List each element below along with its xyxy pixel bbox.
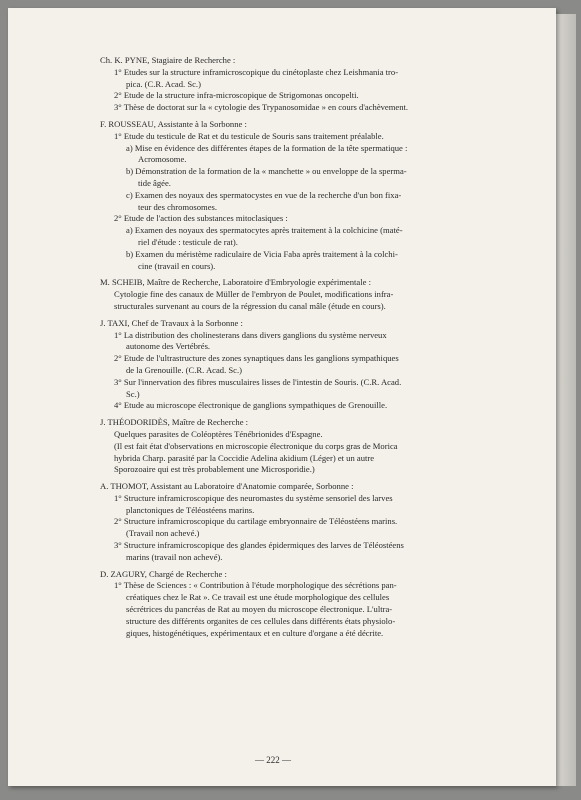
text-line: 2° Structure inframicroscopique du cartilage embryonnaire de Téléostéens marins. (114, 516, 398, 527)
text-line: 2° Etude de l'ultrastructure des zones synaptiques dans les ganglions sympathiques (114, 353, 399, 364)
text-line: autonome des Vertébrés. (126, 341, 211, 352)
text-line: 2° Etude de la structure infra-microscopique de Strigomonas oncopelti. (114, 90, 359, 101)
text-line: de la Grenouille. (C.R. Acad. Sc.) (126, 364, 242, 375)
text-line: tide âgée. (138, 177, 171, 188)
text-line: planctoniques de Téléostéens marins. (126, 504, 255, 515)
author-heading: F. ROUSSEAU, Assistante à la Sorbonne : (100, 118, 247, 129)
text-line: (Travail non achevé.) (126, 528, 200, 539)
text-line: Sc.) (126, 388, 140, 399)
text-line: créatiques chez le Rat ». Ce travail est une étude morphologique des cellules (126, 592, 390, 603)
text-line: Cytologie fine des canaux de Müller de l'embryon de Poulet, modifications infra- (114, 289, 394, 300)
text-line: hybrida Charp. parasité par la Coccidie Adelina akidium (Léger) et un autre (114, 452, 375, 463)
text-line: 3° Structure inframicroscopique des glandes épidermiques des larves de Téléostéens (114, 540, 404, 551)
text-line: structure des différents organites de ces cellules dans différents états physiolo- (126, 615, 396, 626)
text-line: 4° Etude au microscope électronique de ganglions sympathiques de Grenouille. (114, 400, 388, 411)
author-heading: M. SCHEIB, Maître de Recherche, Laboratoire d'Embryologie expérimentale : (100, 277, 371, 288)
text-line: 3° Thèse de doctorat sur la « cytologie des Trypanosomidae » en cours d'achèvement. (114, 102, 409, 113)
author-heading: J. TAXI, Chef de Travaux à la Sorbonne : (100, 317, 243, 328)
text-line: Sporozoaire qui est très probablement une Microsporidie.) (114, 464, 315, 475)
text-line: a) Mise en évidence des différentes étapes de la formation de la tête spermatique : (126, 142, 408, 153)
text-line: b) Démonstration de la formation de la « manchette » ou enveloppe de la sperma- (126, 166, 407, 177)
text-line: 1° Etude du testicule de Rat et du testicule de Souris sans traitement préalable. (114, 130, 384, 141)
text-line: a) Examen des noyaux des spermatocytes après traitement à la colchicine (maté- (126, 225, 403, 236)
author-heading: Ch. K. PYNE, Stagiaire de Recherche : (100, 55, 236, 65)
document-body (100, 55, 490, 639)
text-line: sécrétrices du pancréas de Rat au moyen du microscope électronique. L'ultra- (126, 604, 393, 615)
text-line: giques, histogénétiques, expérimentaux et en culture d'organe a été décrite. (126, 627, 384, 638)
text-line: Quelques parasites de Coléoptères Ténébrionides d'Espagne. (114, 428, 323, 439)
text-line: 3° Sur l'innervation des fibres musculaires lisses de l'intestin de Souris. (C.R. Acad. (114, 376, 402, 387)
text-line: marins (travail non achevé). (126, 551, 223, 562)
text-line: Acromosome. (138, 154, 187, 165)
author-heading: J. THÉODORIDÈS, Maître de Recherche : (100, 417, 249, 428)
author-heading: A. THOMOT, Assistant au Laboratoire d'Anatomie comparée, Sorbonne : (100, 481, 354, 492)
text-line: 1° Etudes sur la structure inframicroscopique du cinétoplaste chez Leishmania tro- (114, 66, 399, 77)
text-line: pica. (C.R. Acad. Sc.) (126, 78, 201, 89)
page-number: — 222 — (255, 755, 291, 765)
text-line: 2° Etude de l'action des substances mitoclasiques : (114, 213, 288, 224)
text-line: structurales survenant au cours de la régression du canal mâle (étude en cours). (114, 300, 386, 311)
text-line: teur des chromosomes. (138, 201, 217, 212)
text-line: b) Examen du méristème radiculaire de Vicia Faba après traitement à la colchi- (126, 248, 398, 259)
text-line: cine (travail en cours). (138, 260, 216, 271)
text-line: (Il est fait état d'observations en microscopie électronique du corps gras de Morica (114, 440, 398, 451)
text-line: 1° La distribution des cholinesterans dans divers ganglions du système nerveux (114, 329, 387, 340)
text-line: 1° Thèse de Sciences : « Contribution à l'étude morphologique des sécrétions pan- (114, 580, 397, 591)
page-edge (556, 14, 576, 786)
text-line: riel d'étude : testicule de rat). (138, 236, 238, 247)
text-line: c) Examen des noyaux des spermatocystes en vue de la recherche d'un bon fixa- (126, 189, 402, 200)
author-heading: D. ZAGURY, Chargé de Recherche : (100, 568, 227, 579)
text-line: 1° Structure inframicroscopique des neuromastes du système sensoriel des larves (114, 492, 393, 503)
